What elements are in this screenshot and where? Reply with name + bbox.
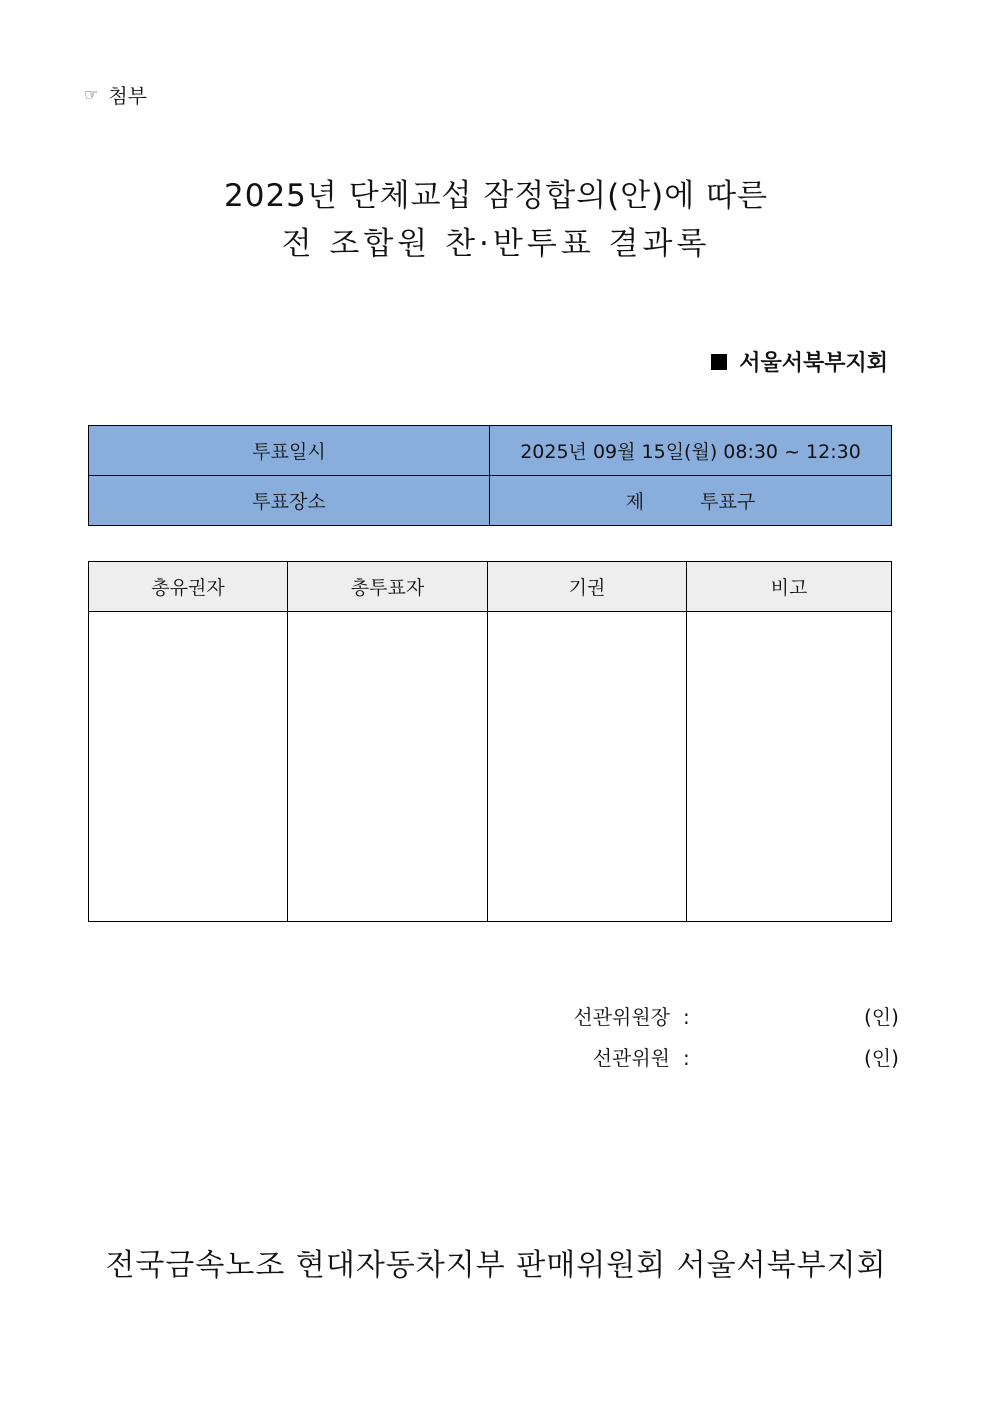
signature-chair-label: 선관위원장 (573, 1005, 670, 1029)
remarks-cell (687, 612, 892, 922)
signature-chair-row (470, 1001, 696, 1030)
vote-venue-value (490, 476, 892, 526)
total-ballots-cell (288, 612, 488, 922)
signature-chair-colon: : (682, 1005, 690, 1029)
document-title-line2: 전 조합원 찬·반투표 결과록 (281, 226, 711, 262)
vote-venue-label: 투표장소 (89, 476, 490, 526)
venue-suffix: 투표구 (700, 491, 756, 513)
pointing-hand-icon: ☞ (84, 85, 99, 104)
attachment-label (84, 80, 147, 109)
header-abstentions: 기권 (488, 562, 687, 612)
count-value-row (89, 612, 892, 922)
vote-date-value: 2025년 09월 15일(월) 08:30 ~ 12:30 (490, 426, 892, 476)
vote-date-label: 투표일시 (89, 426, 490, 476)
attachment-text: 첨부 (108, 84, 147, 108)
vote-venue-row (89, 476, 892, 526)
header-total-voters: 총유권자 (89, 562, 288, 612)
vote-date-row (89, 426, 892, 476)
signature-chair-seal: (인) (864, 1005, 899, 1029)
vote-info-table (88, 425, 892, 526)
vote-count-table (88, 561, 892, 922)
header-remarks: 비고 (687, 562, 892, 612)
black-square-icon (711, 354, 727, 370)
total-voters-cell (89, 612, 288, 922)
branch-name: 서울서북부지회 (739, 351, 888, 376)
document-title-line1: 2025년 단체교섭 잠정합의(안)에 따른 (224, 178, 768, 214)
count-header-row (89, 562, 892, 612)
signature-member-row (470, 1042, 696, 1071)
abstentions-cell (488, 612, 687, 922)
venue-prefix: 제 (625, 491, 645, 513)
header-total-ballots: 총투표자 (288, 562, 488, 612)
signature-member-colon: : (682, 1046, 690, 1070)
branch-label (711, 346, 888, 377)
signature-member-seal: (인) (864, 1046, 899, 1070)
signature-member-label: 선관위원 (592, 1046, 670, 1070)
organization-footer: 전국금속노조 현대자동차지부 판매위원회 서울서북부지회 (105, 1248, 887, 1283)
